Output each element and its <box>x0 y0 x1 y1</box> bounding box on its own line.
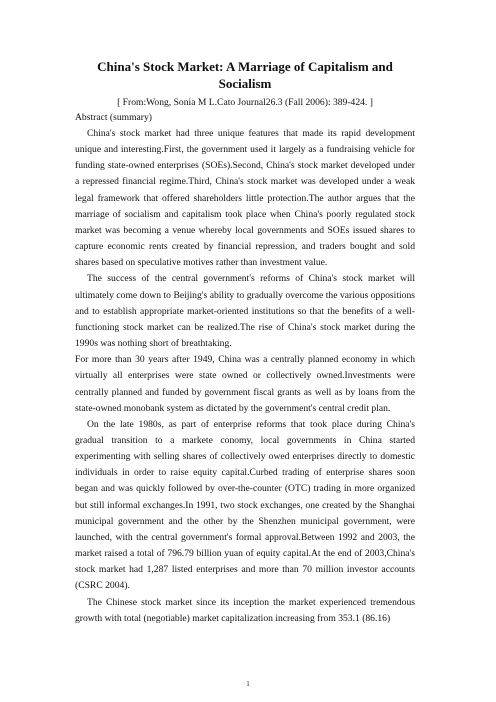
document-title: China's Stock Market: A Marriage of Capitalism and Socialism <box>97 59 393 91</box>
page-number: 1 <box>246 680 250 688</box>
source-citation: [ From:Wong, Sonia M L.Cato Journal26.3 (Fall 2006): 389-424. ] <box>117 97 373 108</box>
paragraph-4: On the late 1980s, as part of enterprise reforms that took place during China's gradual transition to a markete conomy, local governments in China started experimenting with selling shares of collectively owed enterprises directly to domestic individuals in order to raise equity capital.Curbed trading of enterprise shares soon began and was quickly followed by over-the-counter (OTC) trading in more organized but still informal exchanges.In 1991, two stock exchanges, one created by the Shanghai municipal government and the other by the Shenzhen municipal government, were launched, with the central government's formal approval.Between 1992 and 2003, the market raised a total of 796.79 billion yuan of equity capital.At the end of 2003,China's stock market had 1,287 listed enterprises and more than 70 million investor accounts (CSRC 2004). <box>75 418 415 592</box>
abstract-label: Abstract (summary) <box>75 112 152 123</box>
paragraph-1: China's stock market had three unique features that made its rapid development unique and interesting.First, the government used it largely as a fundraising vehicle for funding state-owned enterprises (SOEs).Second, China's stock market developed under a repressed financial regime.Third, China's stock market was developed under a weak legal framework that offered shareholders little protection.The author argues that the marriage of socialism and capitalism took place when China's poorly regulated stock market was becoming a venue whereby local governments and SOEs issued shares to capture economic rents created by financial repression, and traders bought and sold shares based on speculative motives rather than investment value. <box>75 128 415 269</box>
paragraph-3: For more than 30 years after 1949, China was a centrally planned economy in which virtually all enterprises were state owned or collectively owned.Investments were centrally planned and funded by government fiscal grants as well as by loans from the state-owned monobank system as dictated by the government's central credit plan. <box>75 354 415 414</box>
paragraph-2: The success of the central government's reforms of China's stock market will ultimately come down to Beijing's ability to gradually overcome the various oppositions and to establish appropriate market-oriented institutions so that the benefits of a well-functioning stock market can be realized.The rise of China's stock market during the 1990s was nothing short of breathtaking. <box>75 273 415 350</box>
paragraph-5: The Chinese stock market since its inception the market experienced tremendous growth with total (negotiable) market capitalization increasing from 353.1 (86.16) <box>75 596 415 624</box>
